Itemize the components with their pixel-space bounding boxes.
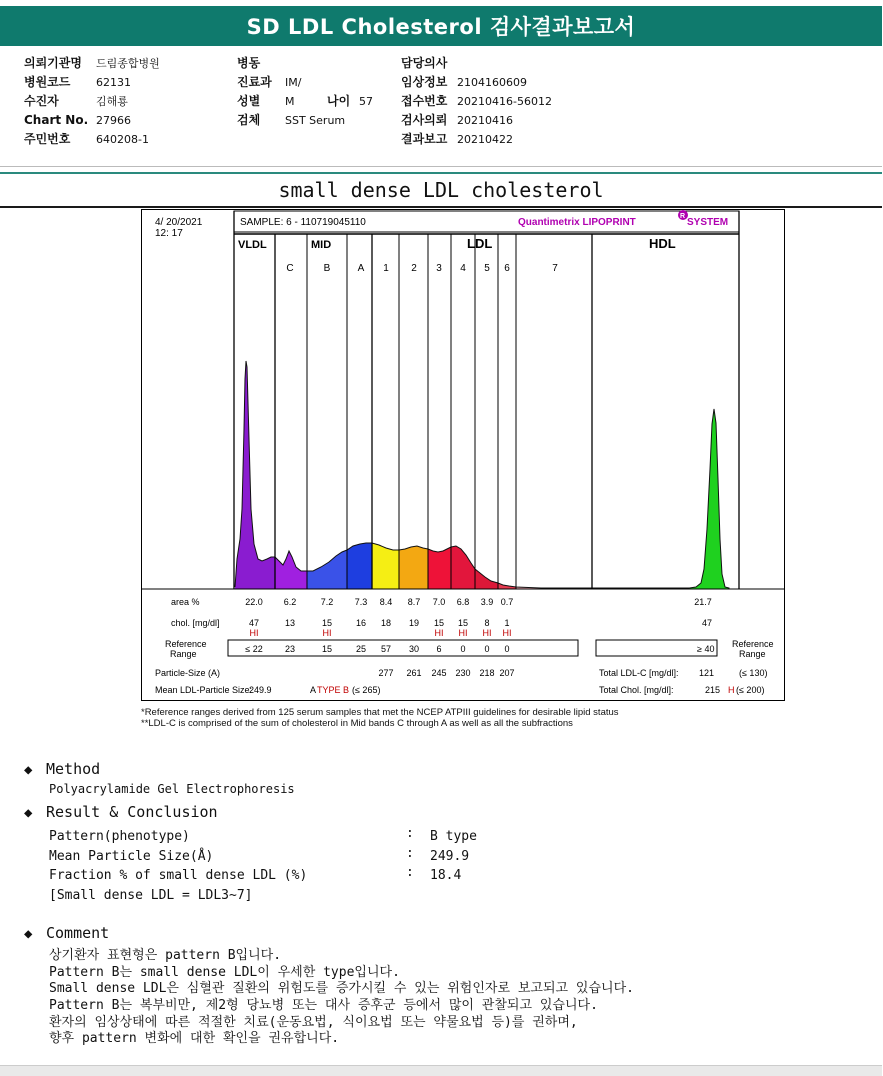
comment-line-3: Small dense LDL은 심혈관 질환의 위험도를 증가시킬 수 있는 위험인자로 보고되고 있습니다.	[49, 981, 634, 996]
ref-value: 30	[408, 644, 420, 654]
chol-flag: HI	[458, 628, 468, 638]
chol-flag: HI	[482, 628, 492, 638]
hdl-chol: 47	[701, 618, 713, 628]
area-value: 7.0	[432, 597, 446, 607]
particle-value: 230	[455, 668, 471, 678]
value: 2104160609	[457, 76, 527, 89]
comment-line-5: 환자의 임상상태에 따른 적절한 치료(운동요법, 식이요법 또는 약물요법 등)를 권하며,	[49, 1015, 578, 1030]
result-heading	[24, 803, 218, 821]
group-mid: MID	[311, 239, 332, 251]
total-chol-label: Total Chol. [mg/dl]:	[599, 685, 674, 695]
total-chol-value: 215	[705, 685, 721, 695]
value: 27966	[96, 114, 131, 127]
label: 수진자	[24, 94, 59, 108]
label: 성별	[237, 94, 261, 108]
particle-value: 277	[378, 668, 394, 678]
label: 임상정보	[401, 75, 448, 89]
group-hdl: HDL	[649, 236, 676, 251]
method-title: Method	[46, 760, 101, 778]
result-label-3: Fraction % of small dense LDL (%)	[49, 868, 308, 883]
label: 담당의사	[401, 56, 448, 70]
value: 62131	[96, 76, 131, 89]
section-title: small dense LDL cholesterol	[0, 172, 882, 208]
band-label-3: 3	[436, 263, 442, 274]
result-title: Result & Conclusion	[46, 803, 218, 821]
label: 결과보고	[401, 132, 448, 146]
band-label-C: C	[286, 263, 294, 274]
chol-label: chol. [mg/dl]	[171, 618, 220, 628]
particle-value: 245	[431, 668, 447, 678]
area-value: 3.9	[480, 597, 494, 607]
chol-value: 19	[408, 618, 420, 628]
area-value: 8.7	[407, 597, 421, 607]
diamond-bullet-icon: ◆	[24, 926, 33, 942]
hdl-area: 21.7	[694, 597, 712, 607]
result-colon: :	[406, 826, 414, 841]
result-colon: :	[406, 846, 414, 861]
method-text: Polyacrylamide Gel Electrophoresis	[49, 782, 295, 796]
ref-label-1: Reference	[165, 639, 207, 649]
chol-value: 1	[504, 618, 510, 628]
result-label-1: Pattern(phenotype)	[49, 829, 190, 844]
label: 검체	[237, 113, 261, 127]
area-value: 0.7	[500, 597, 514, 607]
sample-id: SAMPLE: 6 - 110719045110	[240, 217, 366, 228]
band-label-1: 1	[383, 263, 389, 274]
registered-letter: R	[680, 213, 686, 220]
value: 드림종합병원	[96, 57, 160, 70]
chol-value: 8	[484, 618, 490, 628]
footnote-1: *Reference ranges derived from 125 serum samples that met the NCEP ATPIII guidelines for desirable lipid status	[141, 707, 619, 718]
report-time: 12: 17	[155, 228, 183, 239]
value: IM/	[285, 76, 302, 89]
comment-line-4: Pattern B는 복부비만, 제2형 당뇨병 또는 대사 증후군 등에서 많이 관찰되고 있습니다.	[49, 998, 598, 1013]
value: 640208-1	[96, 133, 149, 146]
ref-value: 57	[380, 644, 392, 654]
mean-ref: (≤ 265)	[352, 685, 381, 695]
lipoprint-report	[141, 209, 785, 701]
patient-info-col1	[24, 54, 160, 149]
value: 김해룡	[96, 95, 128, 108]
value: 20210422	[457, 133, 513, 146]
group-ldl: LDL	[467, 236, 493, 251]
particle-value: 261	[406, 668, 422, 678]
ref-value: 0	[504, 644, 510, 654]
label: 진료과	[237, 75, 272, 89]
total-ldl-label: Total LDL-C [mg/dl]:	[599, 668, 679, 678]
label: 접수번호	[401, 94, 448, 108]
chol-value: 15	[433, 618, 445, 628]
footnote-2: **LDL-C is comprised of the sum of cholesterol in Mid bands C through A as well as all the subfractions	[141, 718, 573, 729]
age-value: 57	[359, 95, 373, 108]
band-label-4: 4	[460, 263, 466, 274]
brand-name: Quantimetrix LIPOPRINT	[518, 217, 636, 228]
label: 주민번호	[24, 132, 71, 146]
mean-unit: A	[310, 685, 317, 695]
chol-flag: HI	[249, 628, 259, 638]
ref-value: 23	[284, 644, 296, 654]
value: 20210416-56012	[457, 95, 552, 108]
chol-value: 13	[284, 618, 296, 628]
chol-value: 15	[457, 618, 469, 628]
brand-suffix: SYSTEM	[687, 217, 729, 228]
ref-value: 25	[355, 644, 367, 654]
chol-value: 47	[248, 618, 260, 628]
result-value-1: B type	[430, 829, 477, 844]
report-title: SD LDL Cholesterol 검사결과보고서	[0, 6, 882, 46]
ref-value: 6	[436, 644, 442, 654]
label: 검사의뢰	[401, 113, 448, 127]
value: M	[285, 95, 295, 108]
comment-title: Comment	[46, 924, 110, 942]
comment-line-2: Pattern B는 small dense LDL이 우세한 type입니다.	[49, 965, 400, 980]
total-chol-ref: (≤ 200)	[736, 685, 765, 695]
comment-heading	[24, 924, 109, 942]
label: 병원코드	[24, 75, 71, 89]
area-value: 6.2	[283, 597, 297, 607]
ref-value: ≤ 22	[245, 644, 263, 654]
particle-value: 207	[499, 668, 515, 678]
chol-value: 15	[321, 618, 333, 628]
total-ldl-ref: (≤ 130)	[739, 668, 768, 678]
comment-line-6: 향후 pattern 변화에 대한 확인을 권유합니다.	[49, 1031, 340, 1046]
area-label: area %	[171, 597, 200, 607]
right-ref-1: Reference	[732, 639, 774, 649]
result-value-3: 18.4	[430, 868, 462, 883]
hdl-ref: ≥ 40	[697, 644, 715, 654]
band-label-B: B	[323, 263, 331, 274]
patient-info-panel	[0, 48, 882, 167]
right-ref-2: Range	[739, 649, 766, 659]
band-label-2: 2	[411, 263, 417, 274]
particle-value: 218	[479, 668, 495, 678]
chol-value: 18	[380, 618, 392, 628]
chol-flag: HI	[322, 628, 332, 638]
report-date: 4/ 20/2021	[155, 217, 203, 228]
particle-label: Particle-Size (A)	[155, 668, 221, 678]
band-area	[399, 546, 428, 589]
area-value: 8.4	[379, 597, 393, 607]
comment-line-1: 상기환자 표현형은 pattern B입니다.	[49, 948, 282, 963]
result-label-2: Mean Particle Size(Å)	[49, 849, 214, 864]
diamond-bullet-icon: ◆	[24, 762, 33, 778]
result-colon: :	[406, 865, 414, 880]
chol-flag: HI	[434, 628, 444, 638]
ref-value: 0	[484, 644, 490, 654]
chol-flag: HI	[502, 628, 512, 638]
age-label: 나이	[327, 94, 351, 108]
area-value: 6.8	[456, 597, 470, 607]
value: SST Serum	[285, 114, 346, 127]
band-label-5: 5	[484, 263, 490, 274]
result-value-2: 249.9	[430, 849, 470, 864]
method-heading	[24, 760, 100, 778]
chol-value: 16	[355, 618, 367, 628]
area-value: 7.2	[320, 597, 334, 607]
band-label-A: A	[357, 263, 365, 274]
ref-value: 15	[321, 644, 333, 654]
patient-info-col2	[237, 54, 373, 130]
label: 의뢰기관명	[24, 56, 82, 70]
area-value: 7.3	[354, 597, 368, 607]
result-note: [Small dense LDL = LDL3~7]	[49, 888, 253, 903]
value: 20210416	[457, 114, 513, 127]
band-area	[428, 547, 451, 589]
group-vldl: VLDL	[238, 239, 267, 251]
mean-value: 249.9	[249, 685, 272, 695]
patient-info-col3	[401, 54, 552, 149]
total-chol-flag: H	[728, 685, 735, 695]
total-ldl-value: 121	[699, 668, 715, 678]
area-value: 22.0	[245, 597, 263, 607]
label: 병동	[237, 56, 261, 70]
band-label-6: 6	[504, 263, 510, 274]
band-area	[347, 543, 372, 589]
ref-value: 0	[460, 644, 466, 654]
ref-label-2: Range	[170, 649, 197, 659]
diamond-bullet-icon: ◆	[24, 805, 33, 821]
bottom-bar	[0, 1065, 882, 1076]
label: Chart No.	[24, 113, 89, 127]
band-label-7: 7	[552, 263, 558, 274]
mean-type: TYPE B	[317, 685, 350, 695]
mean-label: Mean LDL-Particle Size:	[155, 685, 253, 695]
